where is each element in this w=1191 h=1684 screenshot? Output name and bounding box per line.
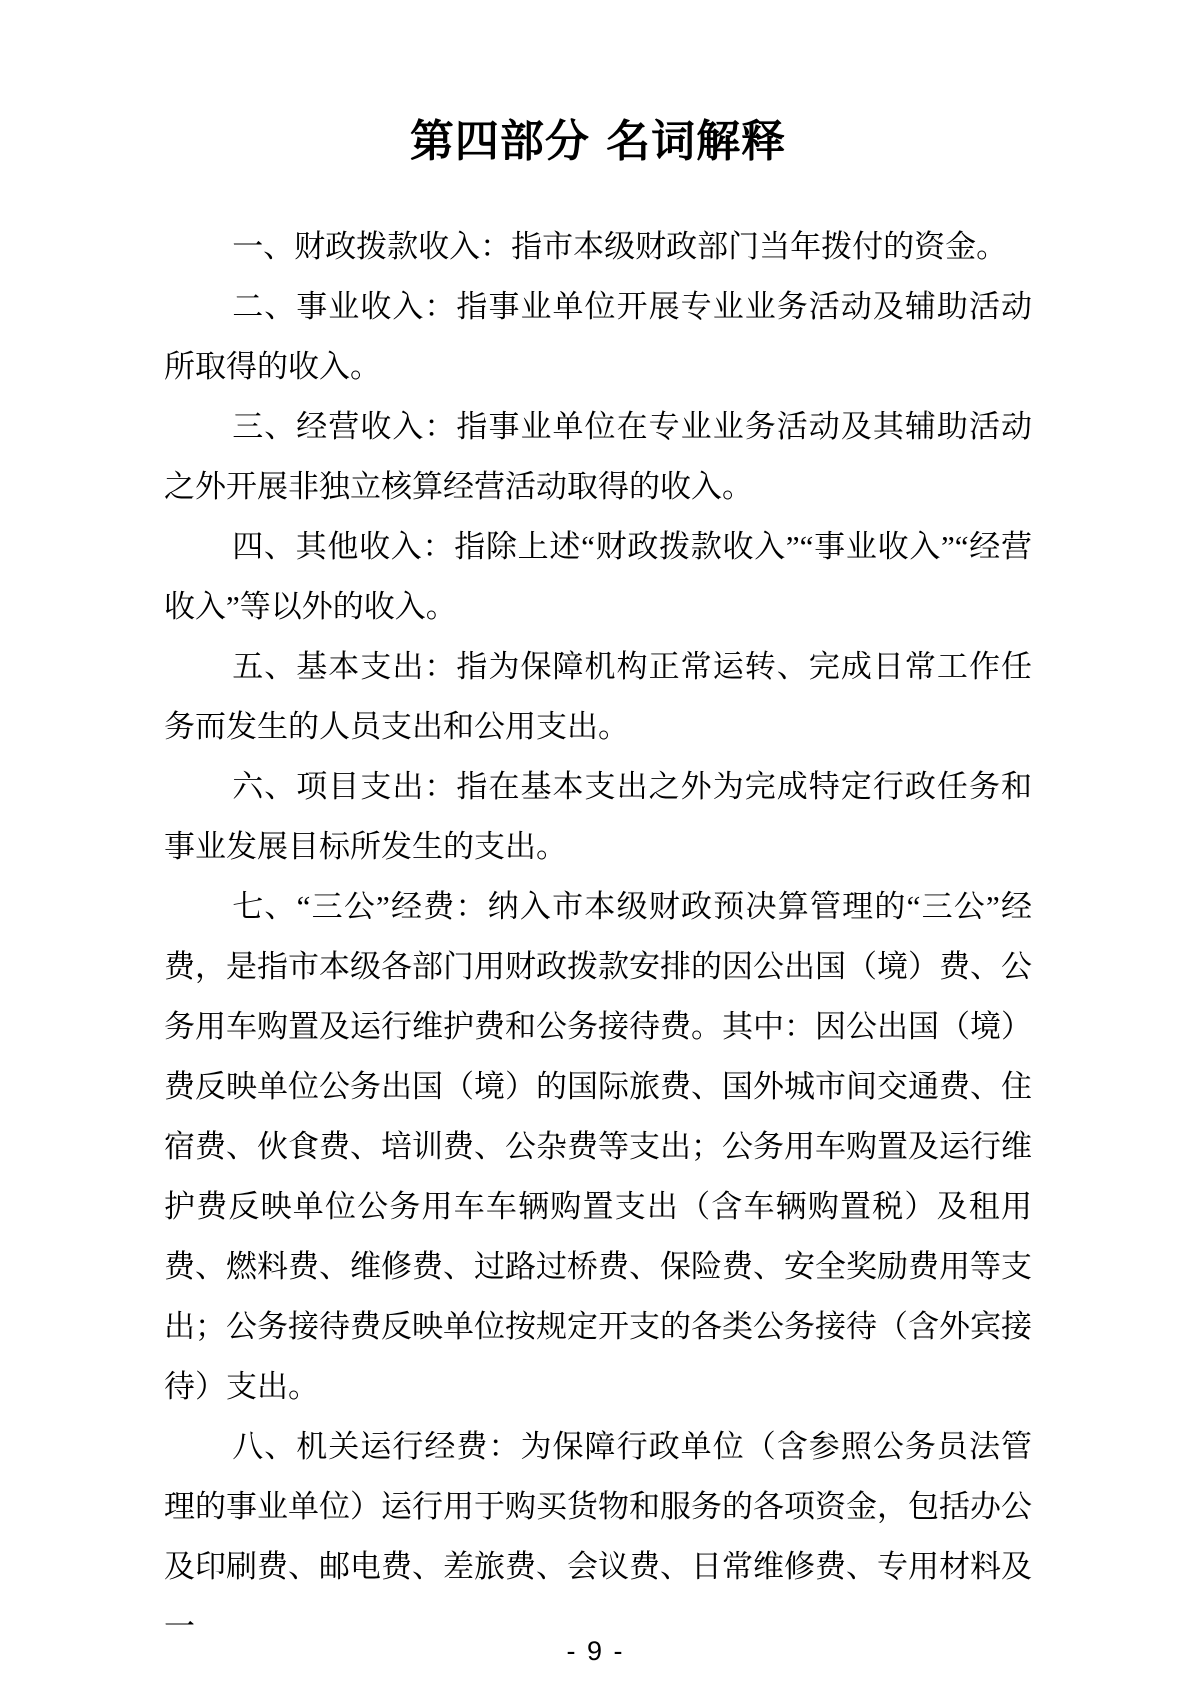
paragraph-fiscal-appropriation-income: 一、财政拨款收入：指市本级财政部门当年拨付的资金。: [232, 229, 1008, 264]
paragraph-other-income: 四、其他收入：指除上述“财政拨款收入”“事业收入”“经营收入”等以外的收入。: [164, 529, 1032, 624]
paragraph-project-expenditure: 六、项目支出：指在基本支出之外为完成特定行政任务和事业发展目标所发生的支出。: [164, 769, 1032, 864]
paragraph-basic-expenditure: 五、基本支出：指为保障机构正常运转、完成日常工作任务而发生的人员支出和公用支出。: [164, 649, 1032, 744]
paragraph-three-public-funds: 七、“三公”经费：纳入市本级财政预决算管理的“三公”经费，是指市本级各部门用财政拨款安排的因公出国（境）费、公务用车购置及运行维护费和公务接待费。其中：因公出国（境）费反映单位公务出国（境）的国际旅费、国外城市间交通费、住宿费、伙食费、培训费、公杂费等支出；公务用车购置及运行维护费反映单位公务用车车辆购置支出（含车辆购置税）及租用费、燃料费、维修费、过路过桥费、保险费、安全奖励费用等支出；公务接待费反映单位按规定开支的各类公务接待（含外宾接待）支出。: [164, 889, 1032, 1404]
document-body: [164, 217, 1032, 1657]
paragraph-business-income: 三、经营收入：指事业单位在专业业务活动及其辅助活动之外开展非独立核算经营活动取得的收入。: [164, 409, 1032, 504]
page-number: - 9 -: [566, 1636, 625, 1666]
page-title: 第四部分 名词解释: [409, 116, 787, 167]
page-content: [164, 0, 1032, 1657]
paragraph-agency-operating-funds: 八、机关运行经费：为保障行政单位（含参照公务员法管理的事业单位）运行用于购买货物和服务的各项资金，包括办公及印刷费、邮电费、差旅费、会议费、日常维修费、专用材料及一: [164, 1429, 1032, 1644]
paragraph-operating-income: 二、事业收入：指事业单位开展专业业务活动及辅助活动所取得的收入。: [164, 289, 1032, 384]
